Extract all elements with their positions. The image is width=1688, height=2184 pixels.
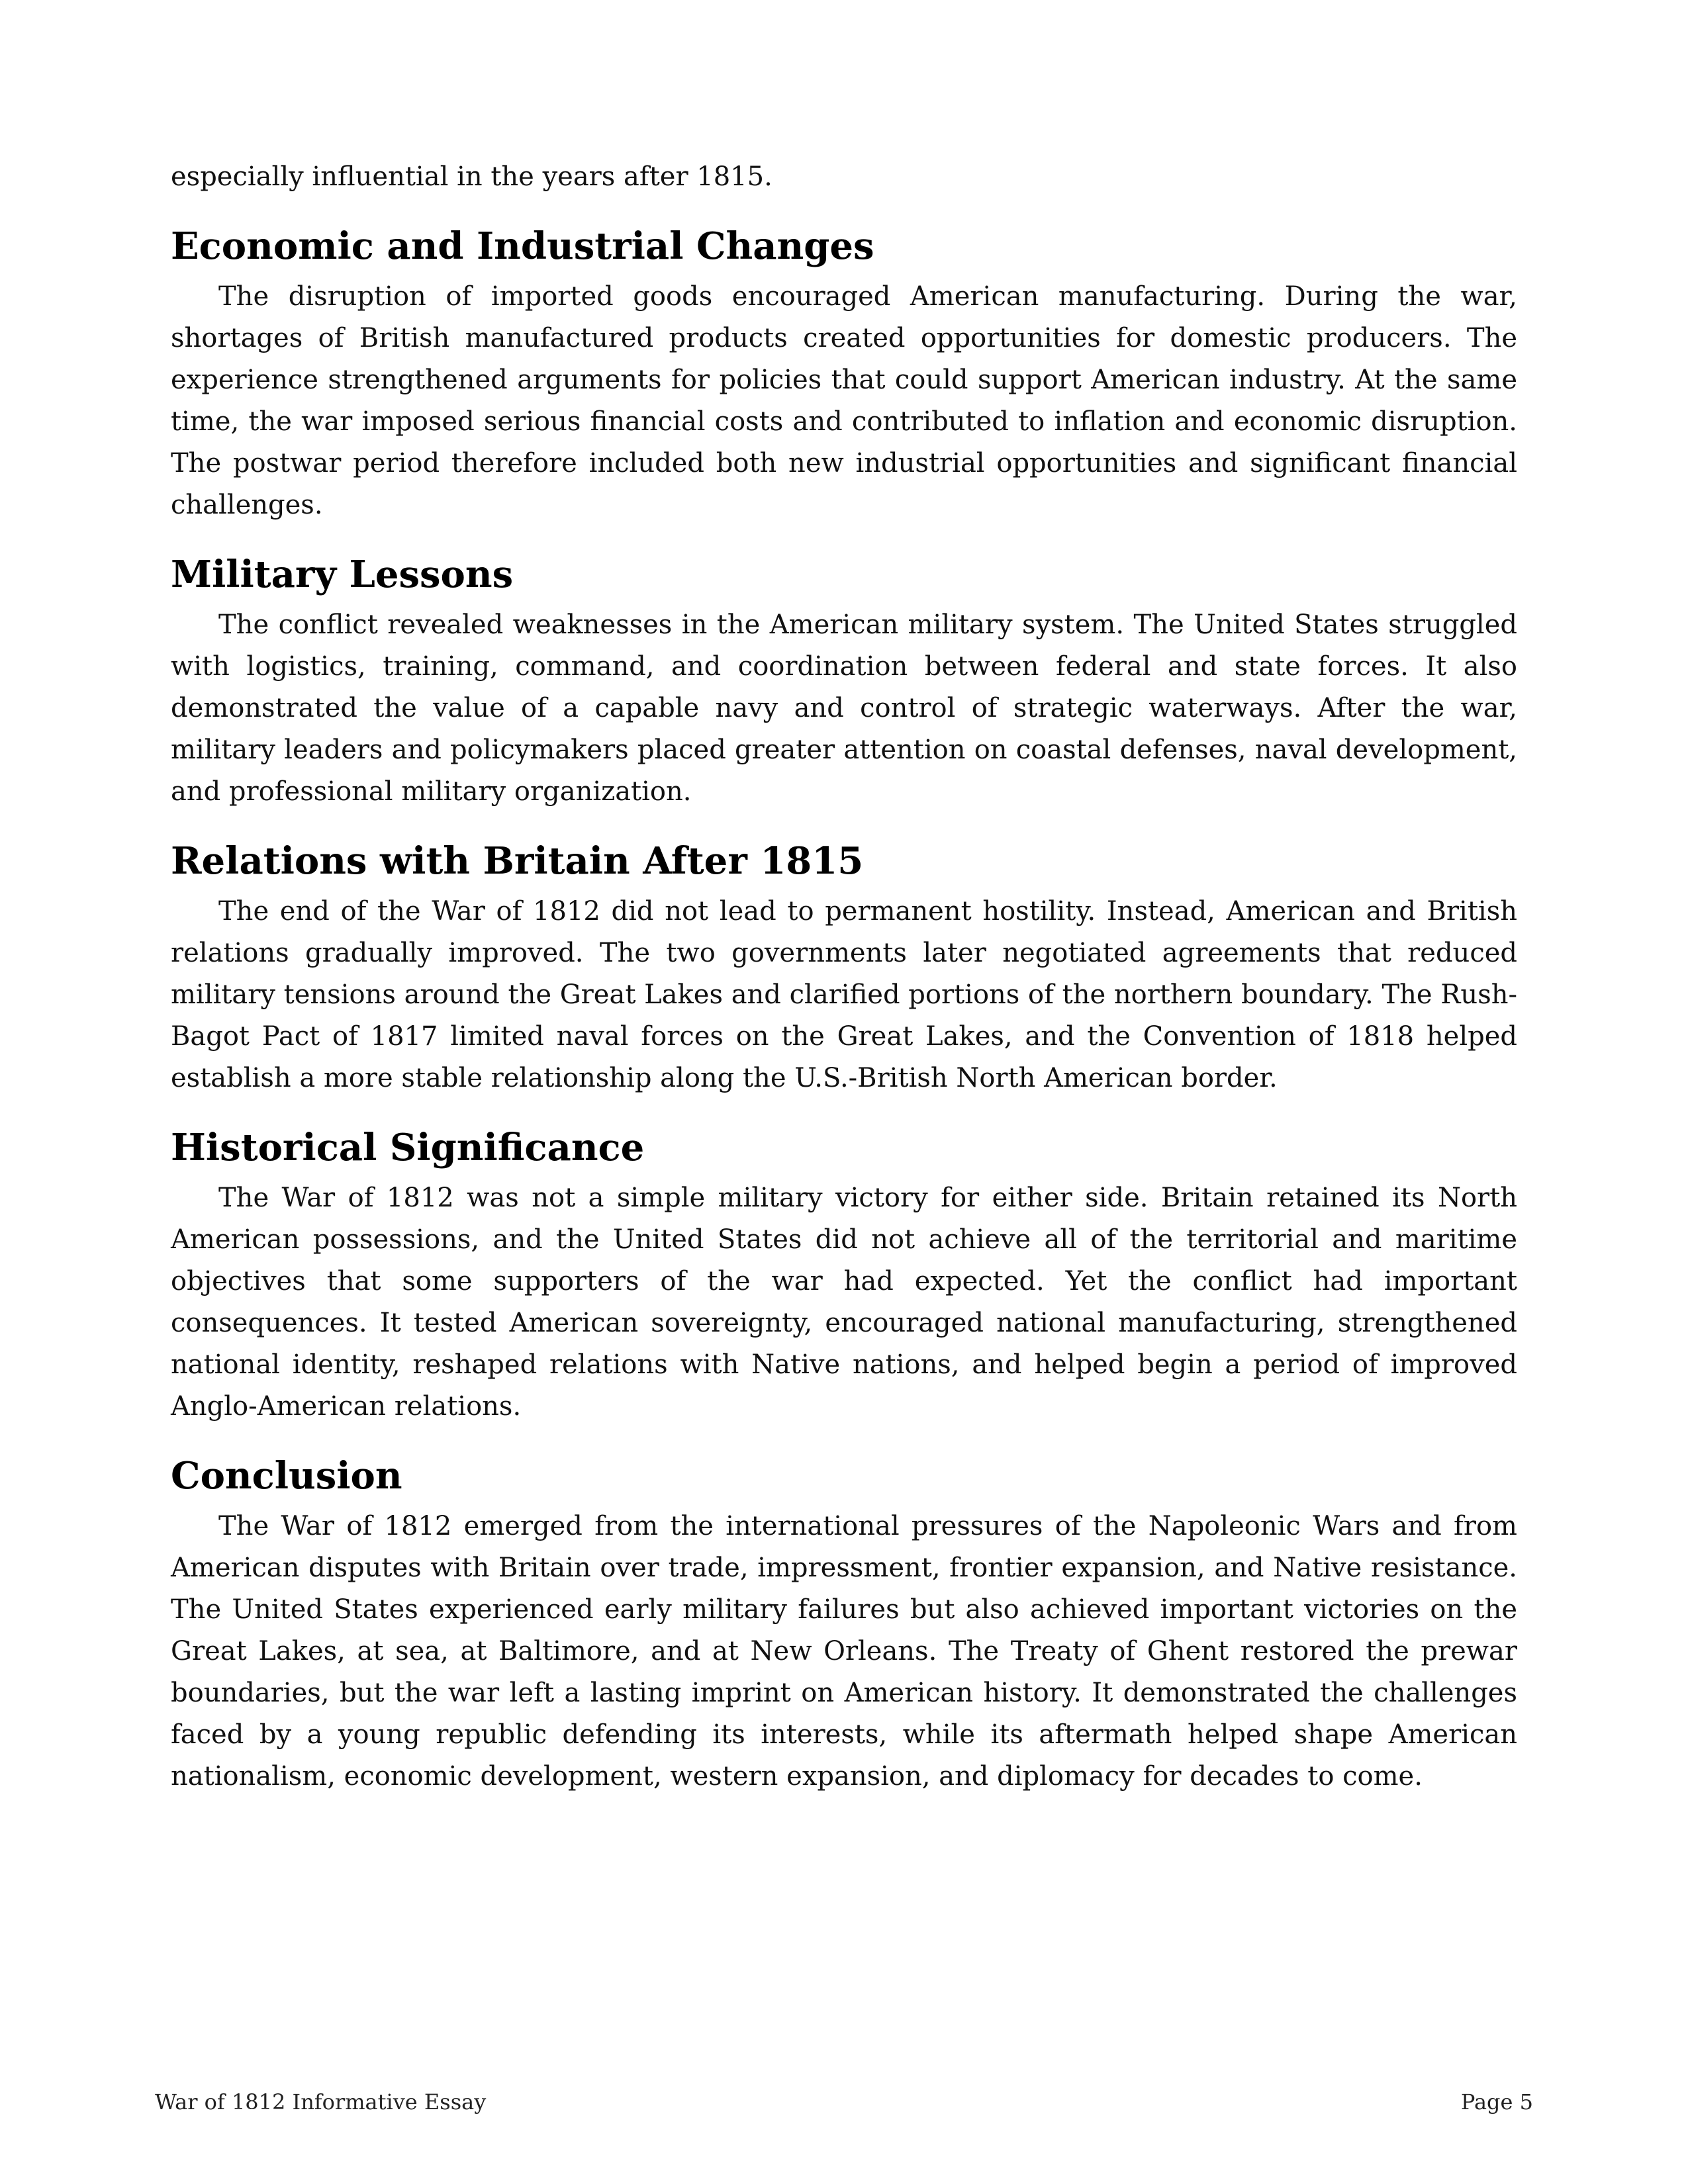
- section-heading-military: Military Lessons: [171, 553, 514, 596]
- continued-paragraph: especially influential in the years after 1815.: [171, 161, 773, 192]
- section-paragraph-relations: The end of the War of 1812 did not lead to permanent hostility. Instead, American and British relations gradually improved. The two governments later negotiated agreements that reduced military tensions around the Great Lakes and clarified portions of the northern boundary. The Rush-Bagot Pact of 1817 limited naval forces on the Great Lakes, and the Convention of 1818 helped establish a more stable relationship along the U.S.-British North American border.: [171, 896, 1517, 1093]
- section-paragraph-significance: The War of 1812 was not a simple military victory for either side. Britain retained its North American possessions, and the United States did not achieve all of the territorial and maritime objectives that some supporters of the war had expected. Yet the conflict had important consequences. It tested American sovereignty, encouraged national manufacturing, strengthened national identity, reshaped relations with Native nations, and helped begin a period of improved Anglo-American relations.: [171, 1183, 1517, 1422]
- section-paragraph-economic: The disruption of imported goods encouraged American manufacturing. During the war, shortages of British manufactured products created opportunities for domestic producers. The experience strengthened arguments for policies that could support American industry. At the same time, the war imposed serious financial costs and contributed to inflation and economic disruption. The postwar period therefore included both new industrial opportunities and significant financial challenges.: [171, 281, 1517, 520]
- section-paragraph-conclusion: The War of 1812 emerged from the international pressures of the Napoleonic Wars and from American disputes with Britain over trade, impressment, frontier expansion, and Native resistance. The United States experienced early military failures but also achieved important victories on the Great Lakes, at sea, at Baltimore, and at New Orleans. The Treaty of Ghent restored the prewar boundaries, but the war left a lasting imprint on American history. It demonstrated the challenges faced by a young republic defending its interests, while its aftermath helped shape American nationalism, economic development, western expansion, and diplomacy for decades to come.: [171, 1511, 1517, 1792]
- section-heading-conclusion: Conclusion: [171, 1454, 402, 1498]
- section-heading-significance: Historical Significance: [171, 1126, 645, 1169]
- section-heading-economic: Economic and Industrial Changes: [171, 224, 874, 268]
- document-body: [171, 156, 1517, 1797]
- footer-page-number: Page 5: [1460, 2089, 1533, 2115]
- section-heading-relations: Relations with Britain After 1815: [171, 839, 864, 883]
- section-paragraph-military: The conflict revealed weaknesses in the American military system. The United States struggled with logistics, training, command, and coordination between federal and state forces. It also demonstrated the value of a capable navy and control of strategic waterways. After the war, military leaders and policymakers placed greater attention on coastal defenses, naval development, and professional military organization.: [171, 610, 1517, 807]
- footer-title: War of 1812 Informative Essay: [155, 2089, 487, 2115]
